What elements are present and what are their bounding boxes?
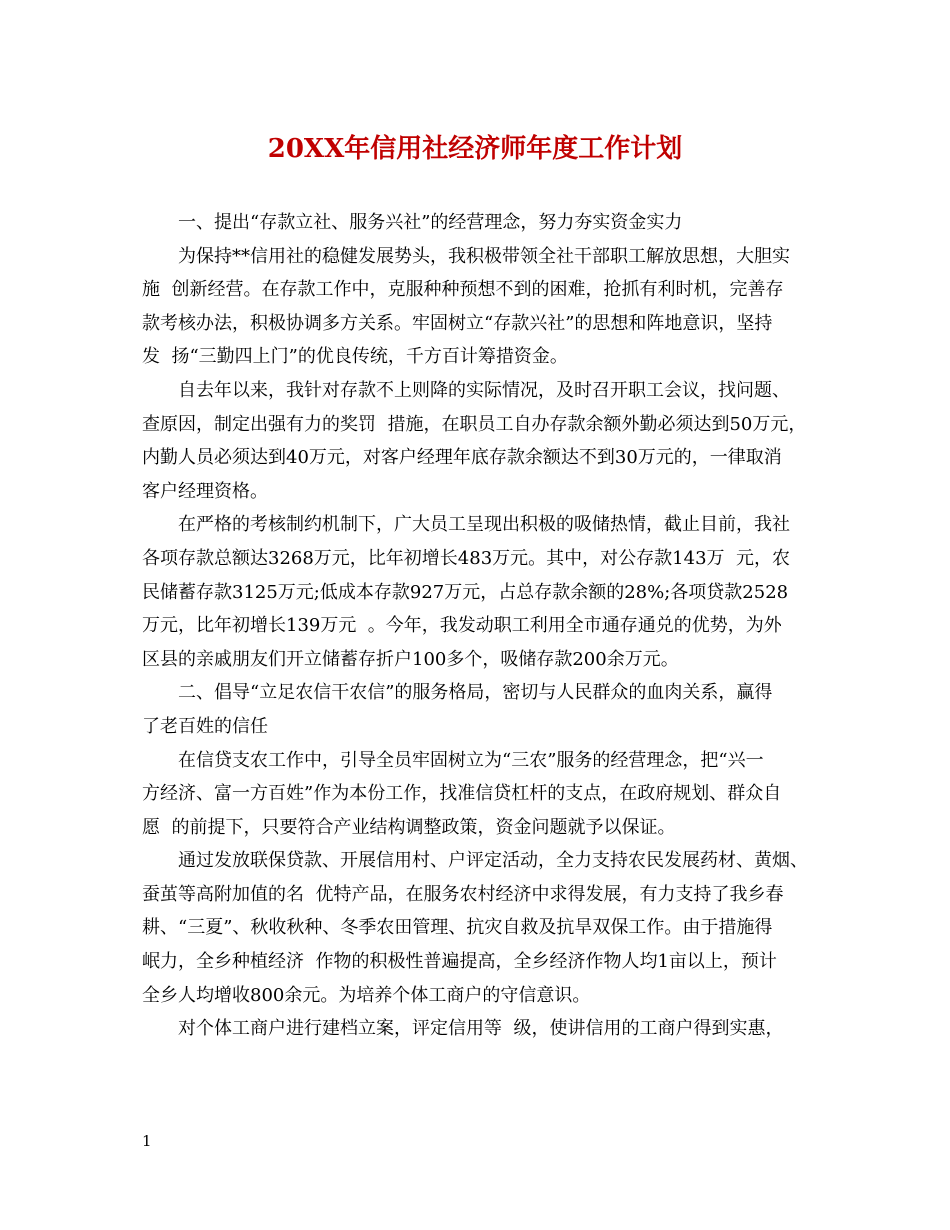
text-line: 施 创新经营。在存款工作中，克服种种预想不到的困难，抢抓有利时机，完善存	[142, 279, 784, 301]
page-number: 1	[142, 1132, 152, 1150]
text-line: 发 扬“三勤四上门”的优良传统，千方百计筹措资金。	[142, 346, 568, 368]
text-line: 万元，比年初增长139万元 。今年，我发动职工利用全市通存通兑的优势，为外	[142, 615, 782, 637]
text-line: 为保持**信用社的稳健发展势头，我积极带领全社干部职工解放思想，大胆实	[178, 245, 790, 267]
text-line: 蚕茧等高附加值的名 优特产品，在服务农村经济中求得发展，有力支持了我乡春	[142, 883, 784, 905]
text-line: 一、提出“存款立社、服务兴社”的经营理念，努力夯实资金实力	[178, 212, 683, 233]
text-line: 区县的亲戚朋友们开立储蓄存折户100多个，吸储存款200余万元。	[142, 648, 679, 670]
text-line: 查原因，制定出强有力的奖罚 措施，在职员工自办存款余额外勤必须达到50万元，	[142, 413, 807, 435]
text-line: 岷力，全乡种植经济 作物的积极性普遍提高，全乡经济作物人均1亩以上，预计	[142, 951, 777, 973]
text-line: 民储蓄存款3125万元;低成本存款927万元，占总存款余额的28%;各项贷款2528	[142, 581, 789, 603]
text-line: 通过发放联保贷款、开展信用村、户评定活动，全力支持农民发展药材、黄烟、	[178, 850, 808, 872]
text-line: 在严格的考核制约机制下，广大员工呈现出积极的吸储热情，截止目前，我社	[178, 514, 790, 536]
text-line: 各项存款总额达3268万元，比年初增长483万元。其中，对公存款143万 元，农	[142, 547, 790, 569]
text-line: 对个体工商户进行建档立案，评定信用等 级，使讲信用的工商户得到实惠，	[178, 1018, 784, 1040]
text-line: 愿 的前提下，只要符合产业结构调整政策，资金问题就予以保证。	[142, 816, 676, 838]
text-line: 方经济、富一方百姓”作为本份工作，找准信贷杠杆的支点，在政府规划、群众自	[142, 783, 782, 805]
text-line: 在信贷支农工作中，引导全员牢固树立为“三农”服务的经营理念，把“兴一	[178, 749, 764, 771]
text-line: 客户经理资格。	[142, 480, 268, 502]
text-line: 二、倡导“立足农信干农信”的服务格局，密切与人民群众的血肉关系，赢得	[178, 682, 773, 704]
body-text	[142, 206, 812, 1046]
text-line: 了老百姓的信任	[142, 715, 268, 737]
text-line: 款考核办法，积极协调多方关系。牢固树立“存款兴社”的思想和阵地意识，坚持	[142, 312, 773, 334]
text-line: 全乡人均增收800余元。为培养个体工商户的守信意识。	[142, 984, 591, 1006]
text-line: 自去年以来，我针对存款不上则降的实际情况，及时召开职工会议，找问题、	[178, 379, 790, 401]
text-line: 内勤人员必须达到40万元，对客户经理年底存款余额达不到30万元的，一律取消	[142, 447, 782, 469]
text-line: 耕、“三夏”、秋收秋种、冬季农田管理、抗灾自救及抗旱双保工作。由于措施得	[142, 917, 773, 939]
page-title: 20XX年信用社经济师年度工作计划	[267, 134, 683, 164]
